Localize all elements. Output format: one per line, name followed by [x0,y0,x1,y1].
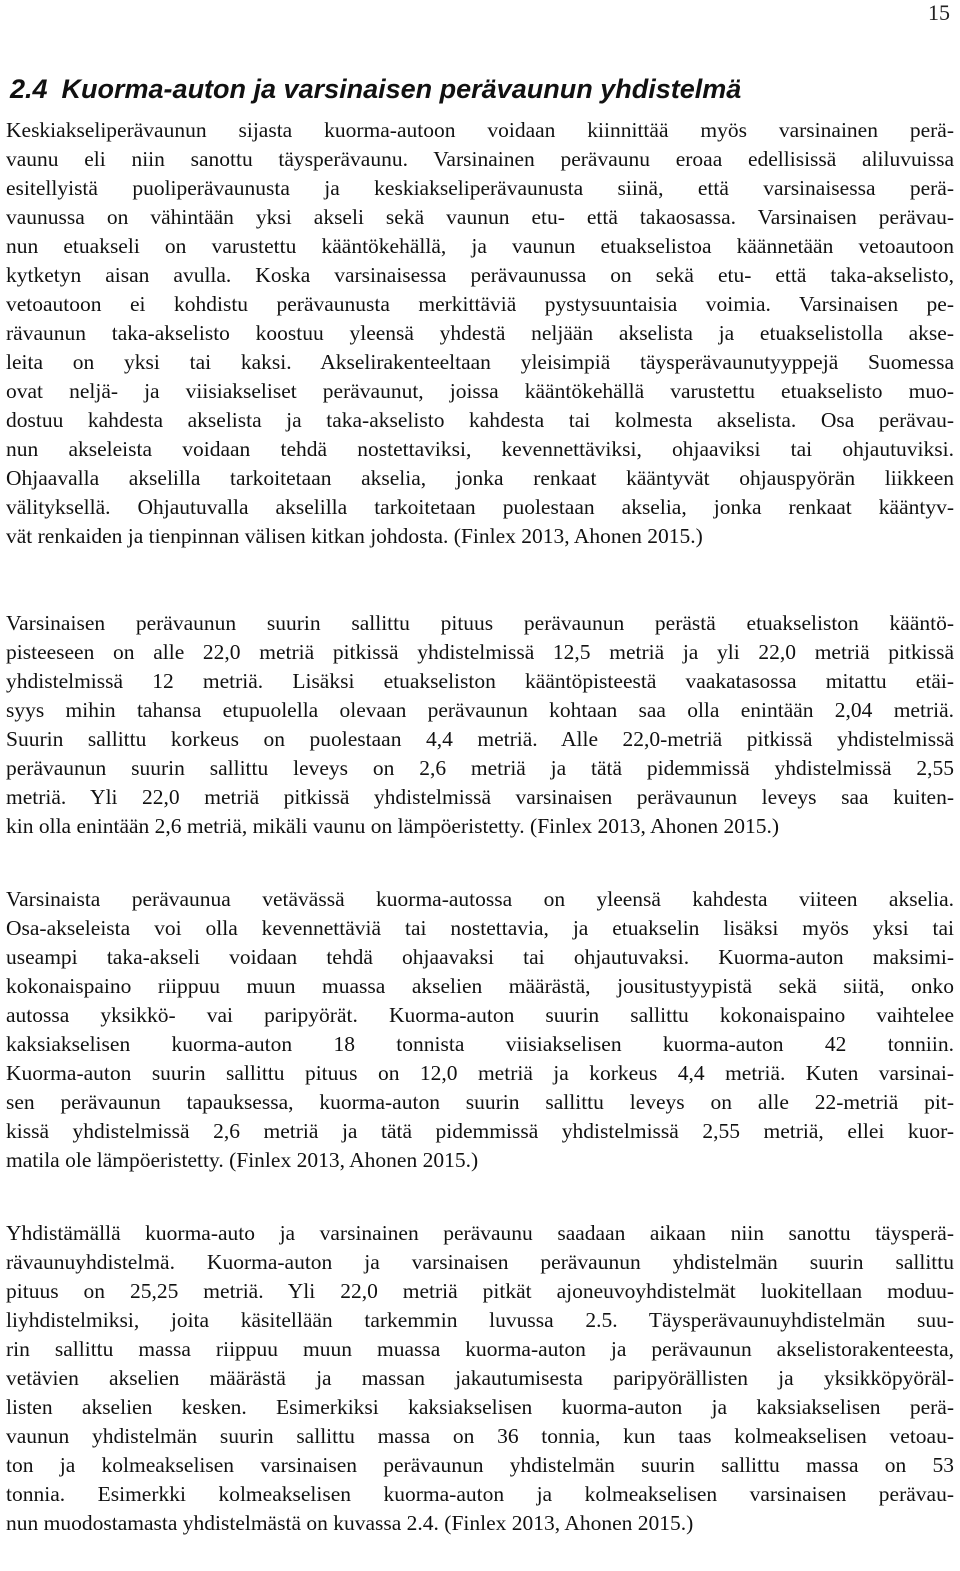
text-line: rin sallittu massa riippuu muun muassa kuorma-auton ja perävaunun akselistorakenteesta, [6,1337,954,1361]
text-line: tonnia. Esimerkki kolmeakselisen kuorma-auton ja kolmeakselisen varsinaisen perävau- [6,1482,954,1506]
text-line: Varsinaisen perävaunun suurin sallittu pituus perävaunun perästä etuakseliston kääntö- [6,611,954,635]
text-line: Suurin sallittu korkeus on puolestaan 4,4 metriä. Alle 22,0-metriä pitkissä yhdistelmissä [6,727,954,751]
section-heading [10,72,741,106]
text-line: vetoautoon ei kohdistu perävaunusta merkittäviä pystysuuntaisia voimia. Varsinaisen pe- [6,292,954,316]
paragraph-3 [6,885,954,1175]
section-number: 2.4 [10,74,48,104]
text-line: pituus on 25,25 metriä. Yli 22,0 metriä pitkät ajoneuvoyhdistelmät luokitellaan moduu- [6,1279,954,1303]
text-line: syys mihin tahansa etupuolella olevaan perävaunun kohtaan saa olla enintään 2,04 metriä. [6,698,954,722]
text-line: ton ja kolmeakselisen varsinaisen perävaunun yhdistelmän suurin sallittu massa on 53 [6,1453,954,1477]
text-line: Yhdistämällä kuorma-auto ja varsinainen perävaunu saadaan aikaan niin sanottu täysperä- [6,1221,954,1245]
text-line: vät renkaiden ja tienpinnan välisen kitkan johdosta. (Finlex 2013, Ahonen 2015.) [6,524,703,548]
text-line: vetävien akselien määrästä ja massan jakautumisesta paripyörällisten ja yksikköpyöräl- [6,1366,954,1390]
text-line: liyhdistelmiksi, joita käsitellään tarkemmin luvussa 2.5. Täysperävaunuyhdistelmän suu- [6,1308,954,1332]
text-line: useampi taka-akseli voidaan tehdä ohjaavaksi tai ohjautuvaksi. Kuorma-auton maksimi- [6,945,954,969]
text-line: ovat neljä- ja viisiakseliset perävaunut, joissa kääntökehällä varustettu etuakselisto muo- [6,379,954,403]
text-line: vaunu eli niin sanottu täysperävaunu. Varsinainen perävaunu eroaa edellisissä aliluvuissa [6,147,954,171]
text-line: rävaunuyhdistelmä. Kuorma-auton ja varsinaisen perävaunun yhdistelmän suurin sallittu [6,1250,954,1274]
text-line: autossa yksikkö- vai paripyörät. Kuorma-auton suurin sallittu kokonaispaino vaihtelee [6,1003,954,1027]
text-line: kin olla enintään 2,6 metriä, mikäli vaunu on lämpöeristetty. (Finlex 2013, Ahonen 2015.) [6,814,780,838]
text-line: Keskiakseliperävaunun sijasta kuorma-autoon voidaan kiinnittää myös varsinainen perä- [6,118,954,142]
text-line: dostuu kahdesta akselista ja taka-akselisto kahdesta tai kolmesta akselista. Osa perävau- [6,408,954,432]
text-line: rävaunun taka-akselisto koostuu yleensä yhdestä neljään akselista ja etuakselistolla akse- [6,321,954,345]
text-line: yhdistelmissä 12 metriä. Lisäksi etuakseliston kääntöpisteestä vaakatasossa mitattu etäi- [6,669,954,693]
text-line: listen akselien kesken. Esimerkiksi kaksiakselisen kuorma-auton ja kaksiakselisen perä- [6,1395,954,1419]
text-line: leita on yksi tai kaksi. Akselirakenteeltaan yleisimpiä täysperävaunutyyppejä Suomessa [6,350,954,374]
text-line: Varsinaista perävaunua vetävässä kuorma-autossa on yleensä kahdesta viiteen akselia. [6,887,954,911]
text-line: nun muodostamasta yhdistelmästä on kuvassa 2.4. (Finlex 2013, Ahonen 2015.) [6,1511,694,1535]
text-line: esitellyistä puoliperävaunusta ja keskiakseliperävaunusta siinä, että varsinaisessa perä- [6,176,954,200]
text-line: vaunussa on vähintään yksi akseli sekä vaunun etu- että takaosassa. Varsinaisen perävau- [6,205,954,229]
text-line: vaunun yhdistelmän suurin sallittu massa on 36 tonnia, kun taas kolmeakselisen vetoau- [6,1424,954,1448]
paragraph-2 [6,609,954,841]
text-line: perävaunun suurin sallittu leveys on 2,6 metriä ja tätä pidemmissä yhdistelmissä 2,55 [6,756,954,780]
text-line: kaksiakselisen kuorma-auton 18 tonnista viisiakselisen kuorma-auton 42 tonniin. [6,1032,954,1056]
text-line: metriä. Yli 22,0 metriä pitkissä yhdistelmissä varsinaisen perävaunun leveys saa kuiten- [6,785,954,809]
text-line: nun akseleista voidaan tehdä nostettaviksi, kevennettäviksi, ohjaaviksi tai ohjautuviksi. [6,437,954,461]
text-line: Osa-akseleista voi olla kevennettäviä tai nostettavia, ja etuakselin lisäksi myös yksi tai [6,916,954,940]
text-line: välityksellä. Ohjautuvalla akselilla tarkoitetaan puolestaan akselia, jonka renkaat kääntyv- [6,495,954,519]
text-line: matila ole lämpöeristetty. (Finlex 2013, Ahonen 2015.) [6,1148,479,1172]
text-line: nun etuakseli on varustettu kääntökehällä, ja vaunun etuakselistoa käännetään vetoautoon [6,234,954,258]
paragraph-1 [6,116,954,551]
paragraph-4 [6,1219,954,1538]
text-line: sen perävaunun tapauksessa, kuorma-auton suurin sallittu leveys on alle 22-metriä pit- [6,1090,954,1114]
text-line: kokonaispaino riippuu muun muassa akselien määrästä, jousitustyypistä sekä siitä, onko [6,974,954,998]
text-line: Ohjaavalla akselilla tarkoitetaan akselia, jonka renkaat kääntyvät ohjauspyörän liikkeen [6,466,954,490]
text-line: Kuorma-auton suurin sallittu pituus on 12,0 metriä ja korkeus 4,4 metriä. Kuten varsinai- [6,1061,954,1085]
page-number: 15 [928,0,950,25]
text-line: kissä yhdistelmissä 2,6 metriä ja tätä pidemmissä yhdistelmissä 2,55 metriä, ellei kuor- [6,1119,954,1143]
section-title: Kuorma-auton ja varsinaisen perävaunun yhdistelmä [61,74,742,104]
text-line: kytketyn aisan avulla. Koska varsinaisessa perävaunussa on sekä etu- että taka-akselisto, [6,263,954,287]
text-line: pisteeseen on alle 22,0 metriä pitkissä yhdistelmissä 12,5 metriä ja yli 22,0 metriä pitkissä [6,640,954,664]
